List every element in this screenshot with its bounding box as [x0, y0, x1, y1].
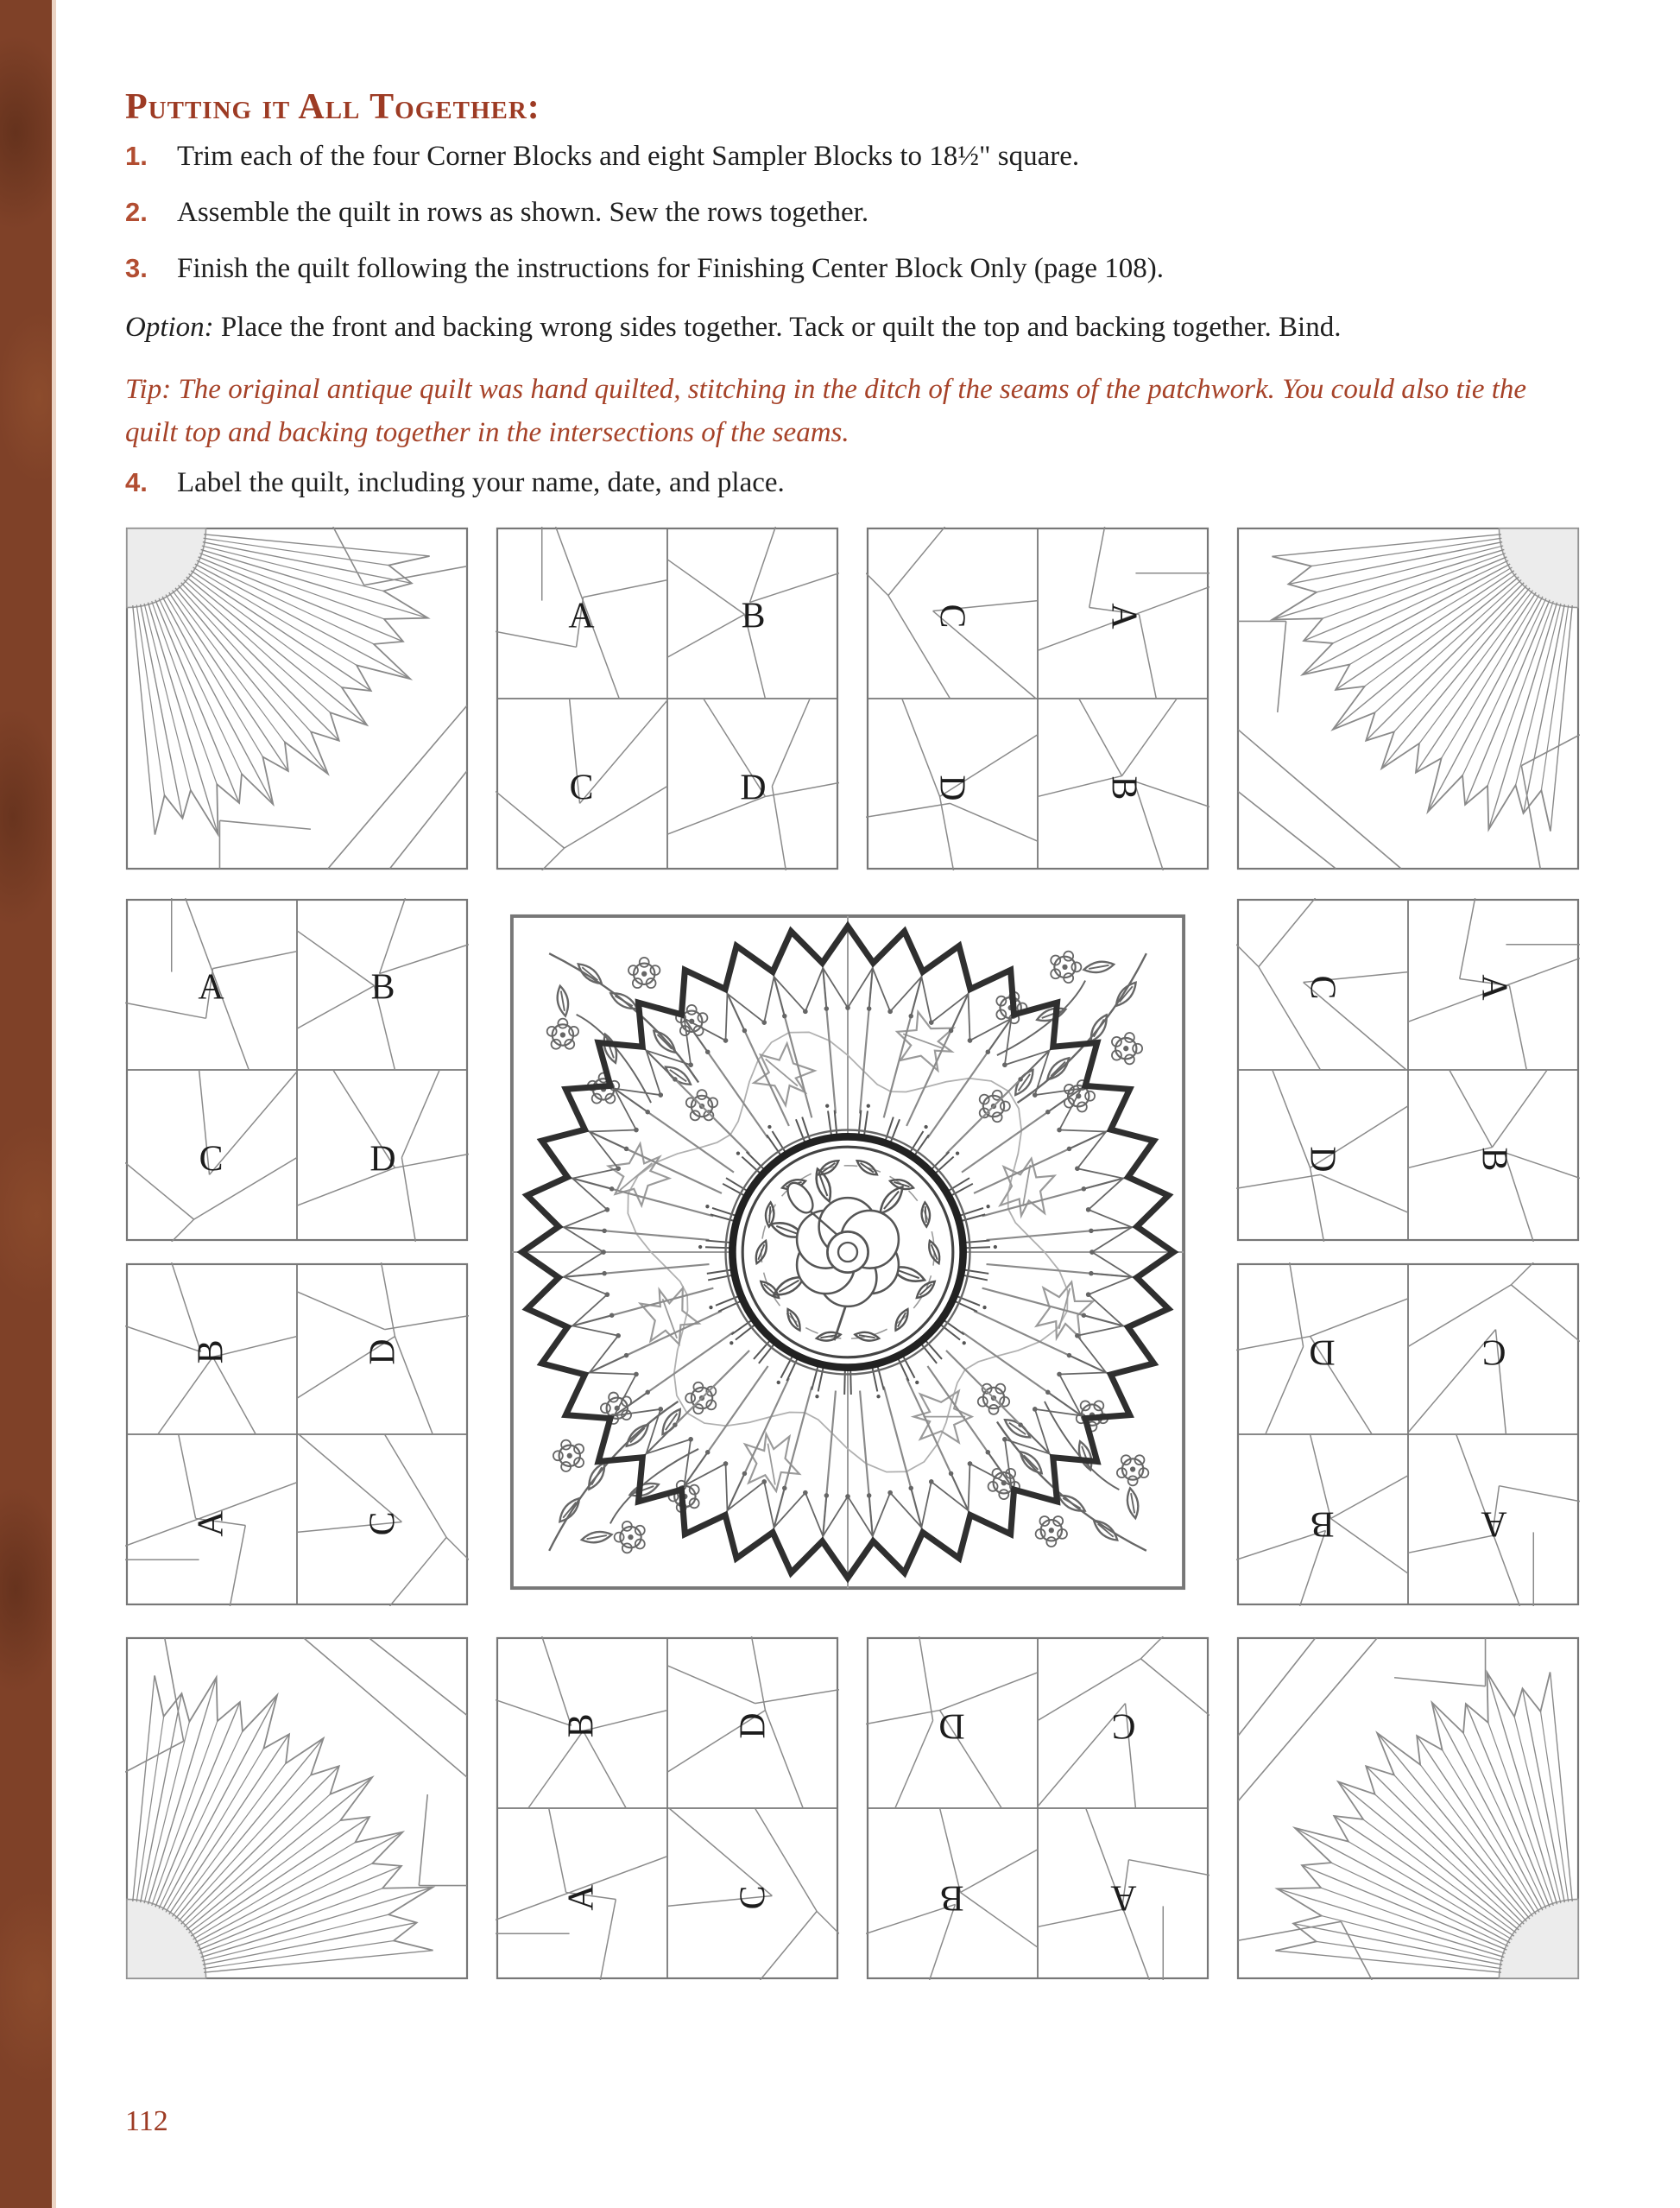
svg-text:D: D [932, 775, 972, 801]
step-text: Assemble the quilt in rows as shown. Sew the rows together. [177, 197, 869, 228]
sampler-block-row-3-col-4 [1236, 1262, 1580, 1606]
svg-text:D: D [740, 768, 767, 808]
svg-text:A: A [568, 596, 595, 636]
svg-text:B: B [1310, 1503, 1335, 1544]
sampler-block-row-1-col-3 [866, 527, 1209, 870]
page-number: 112 [125, 2105, 168, 2137]
fan-corner-block-bottom-left [125, 1636, 469, 1980]
svg-text:B: B [370, 967, 395, 1008]
option-text: Place the front and backing wrong sides together. Tack or quilt the top and backing together. Bind. [220, 312, 1342, 343]
center-medallion-block [508, 913, 1187, 1591]
svg-text:A: A [561, 1884, 602, 1911]
sampler-block-row-2-col-4 [1236, 898, 1580, 1242]
svg-text:C: C [199, 1139, 224, 1180]
svg-text:B: B [939, 1877, 964, 1918]
svg-text:D: D [938, 1705, 965, 1746]
svg-text:A: A [1474, 974, 1514, 1001]
sampler-block-row-4-col-2 [496, 1636, 839, 1980]
tip-line-2: quilt top and backing together in the intersections of the seams. [125, 417, 849, 448]
step-number: 3. [125, 253, 148, 283]
svg-text:D: D [1309, 1332, 1336, 1372]
svg-text:C: C [1302, 975, 1342, 1000]
svg-text:A: A [191, 1510, 231, 1537]
svg-text:C: C [932, 604, 972, 629]
step-text: Trim each of the four Corner Blocks and eight Sampler Blocks to 18½" square. [177, 141, 1080, 172]
svg-text:D: D [369, 1139, 396, 1180]
section-heading: Putting it All Together: [125, 87, 540, 127]
step-number: 2. [125, 197, 148, 227]
step-text: Label the quilt, including your name, date, and place. [177, 467, 785, 498]
svg-text:B: B [561, 1713, 602, 1738]
svg-text:C: C [569, 768, 594, 808]
svg-text:C: C [1111, 1705, 1136, 1746]
tip-line-1: Tip: The original antique quilt was hand quilted, stitching in the ditch of the seams of the patchwork. You could also tie the [125, 374, 1527, 405]
svg-text:A: A [198, 967, 224, 1008]
step-number: 1. [125, 141, 148, 171]
svg-text:C: C [363, 1511, 403, 1536]
sampler-block-row-3-col-1 [125, 1262, 469, 1606]
sampler-block-row-4-col-3 [866, 1636, 1209, 1980]
svg-text:D: D [363, 1338, 403, 1365]
option-label: Option: [125, 312, 214, 343]
svg-text:A: A [1481, 1503, 1507, 1544]
svg-text:B: B [191, 1339, 231, 1364]
svg-text:C: C [1481, 1332, 1506, 1372]
fan-corner-block-top-right [1236, 527, 1580, 870]
svg-text:D: D [733, 1712, 774, 1739]
svg-text:A: A [1103, 603, 1144, 630]
fan-corner-block-top-left [125, 527, 469, 870]
step-text: Finish the quilt following the instructions for Finishing Center Block Only (page 108). [177, 253, 1164, 284]
svg-text:B: B [1103, 775, 1144, 800]
svg-text:B: B [741, 596, 766, 636]
fan-corner-block-bottom-right [1236, 1636, 1580, 1980]
sampler-block-row-1-col-2 [496, 527, 839, 870]
svg-text:C: C [733, 1885, 774, 1910]
sampler-block-row-2-col-1 [125, 898, 469, 1242]
svg-text:B: B [1474, 1147, 1514, 1172]
svg-text:D: D [1302, 1146, 1342, 1173]
svg-text:A: A [1110, 1877, 1137, 1918]
step-number: 4. [125, 467, 148, 497]
